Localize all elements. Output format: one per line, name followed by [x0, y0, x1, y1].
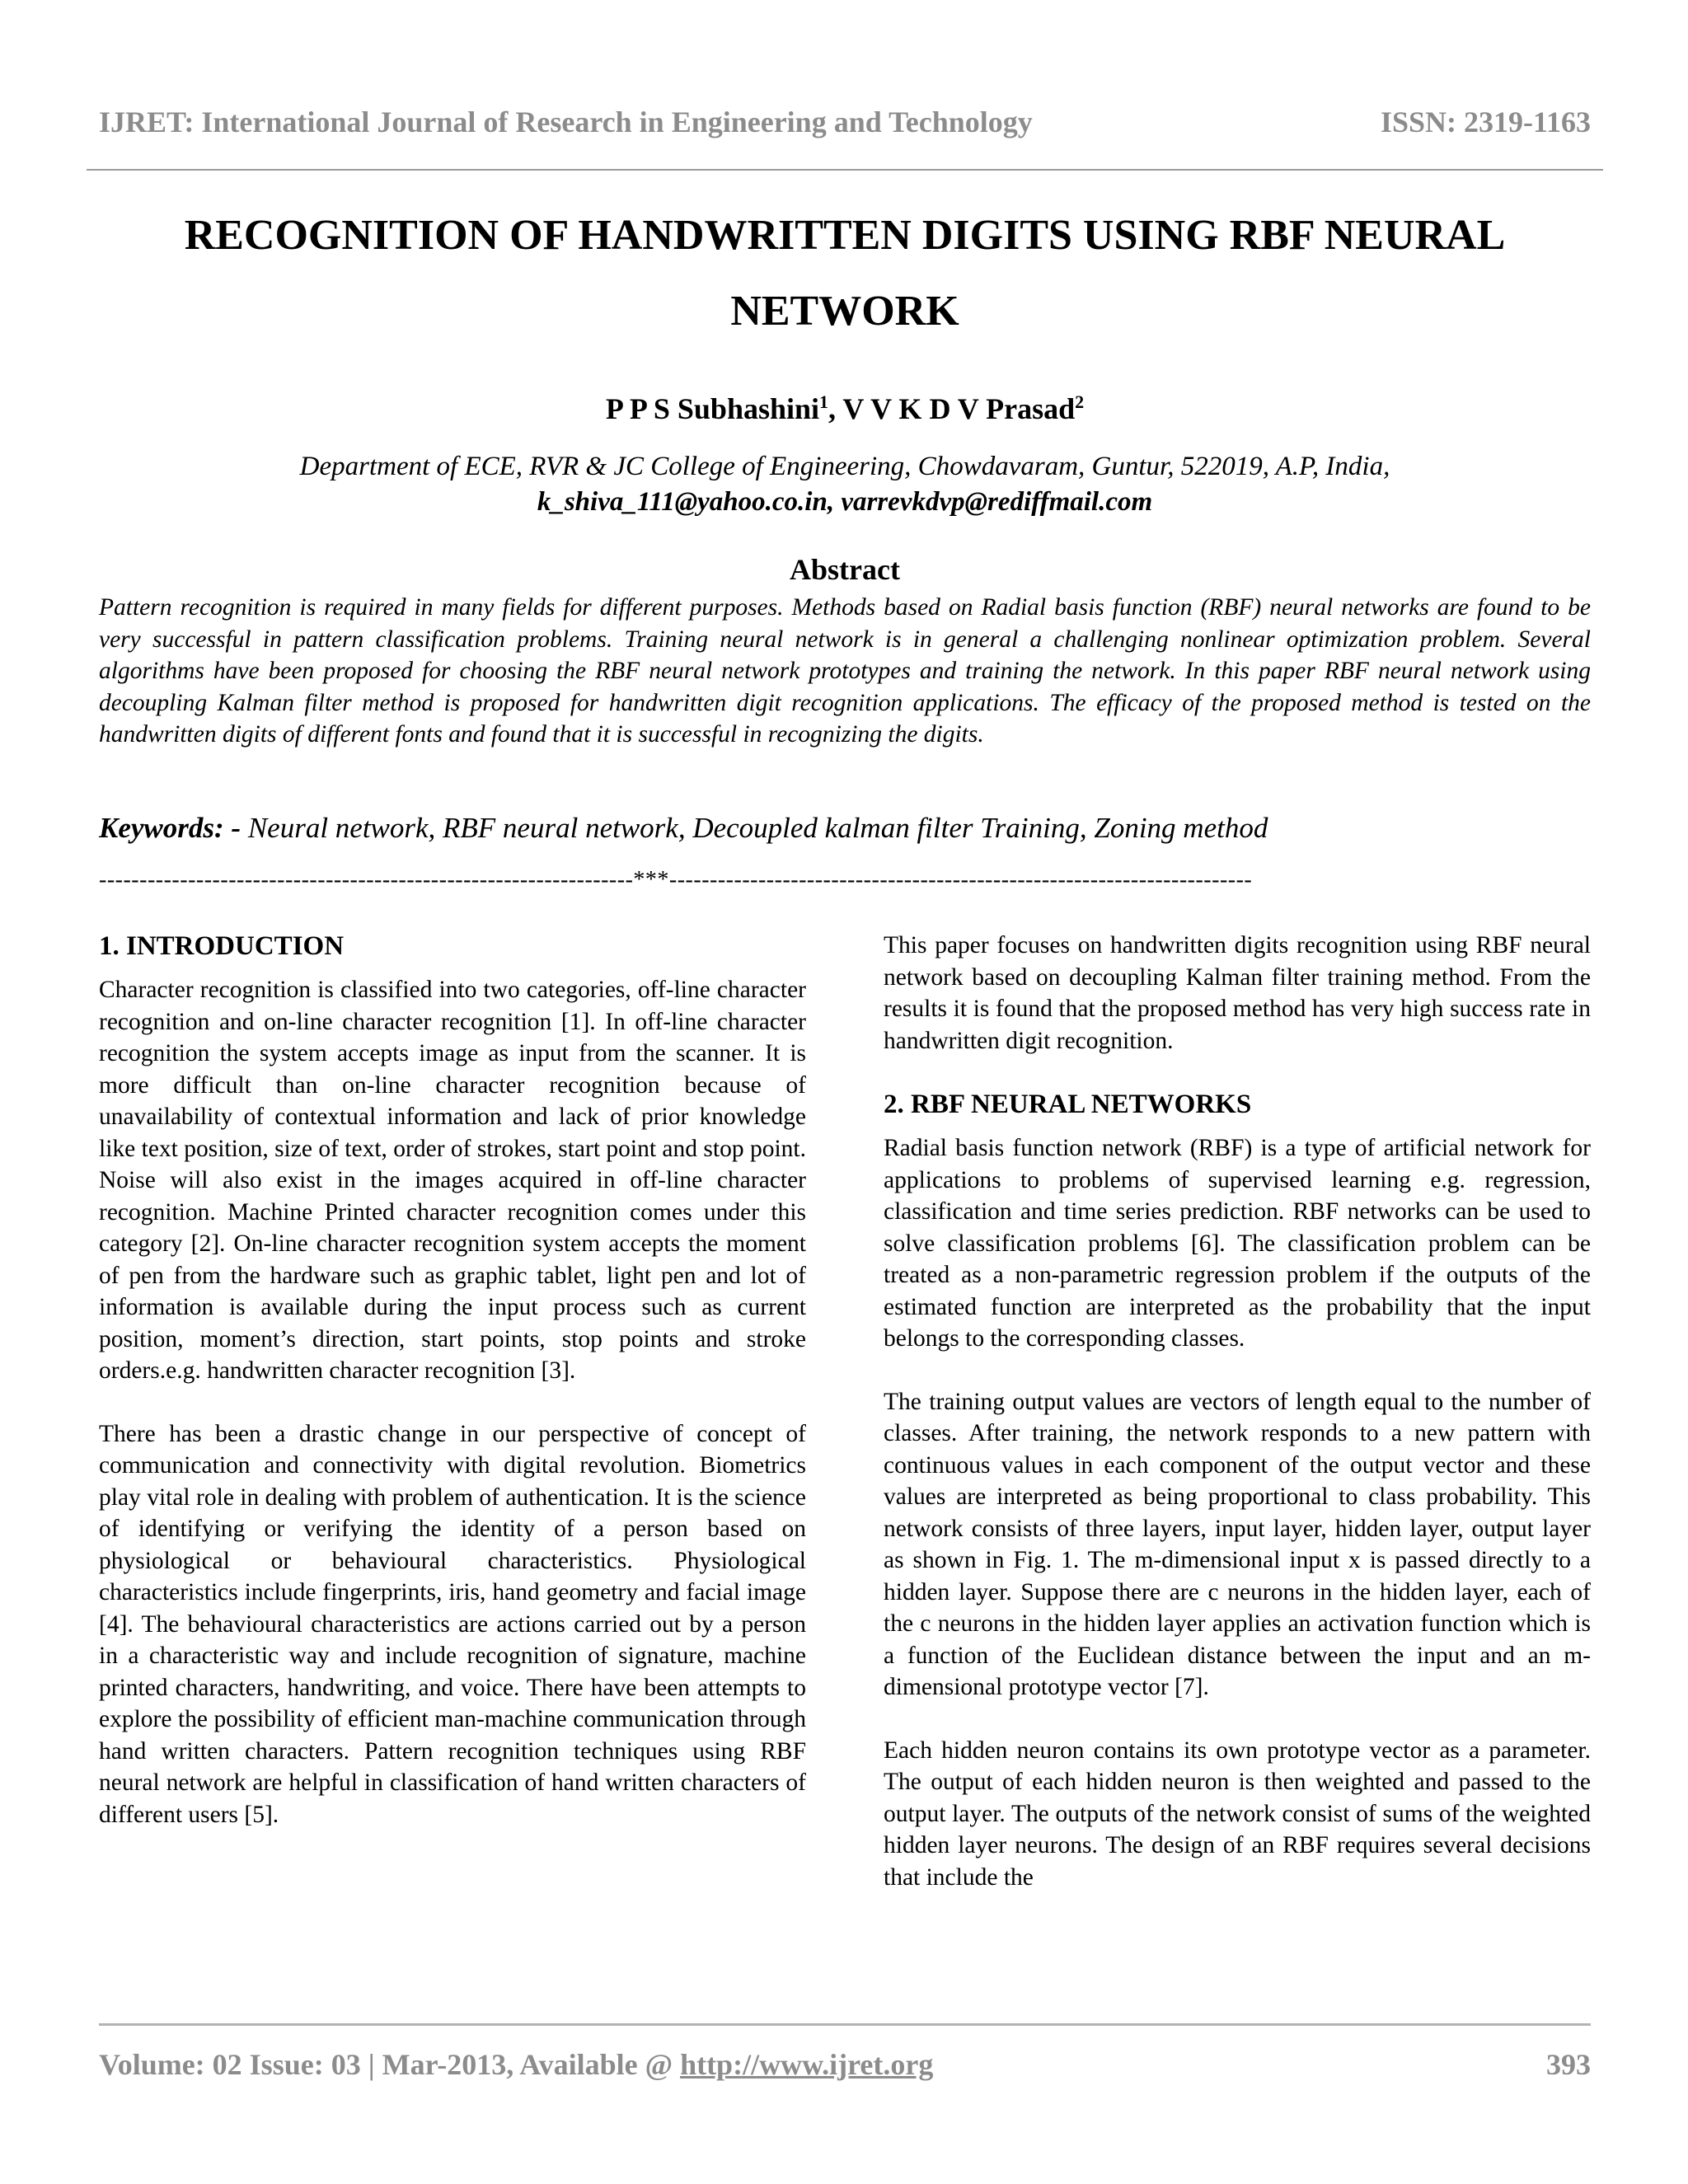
- section-heading-rbf: 2. RBF NEURAL NETWORKS: [884, 1090, 1252, 1119]
- running-footer: [99, 2044, 1591, 2085]
- paragraph: There has been a drastic change in our perspective of concept of communication and connectivity with digital revolution. Biometrics play vital role in dealing with problem of authentication. It is the science of identifying or verifying the identity of a person based on physiological or behavioural characteristics. Physiological characteristics include fingerprints, iris, hand geometry and facial image [4]. The behavioural characteristics are actions carried out by a person in a characteristic way and include recognition of signature, machine printed characters, handwriting, and voice. There have been attempts to explore the possibility of efficient man-machine communication through hand written characters. Pattern recognition techniques using RBF neural network are helpful in classification of hand written characters of different users [5].: [99, 1420, 806, 1828]
- journal-name: IJRET: International Journal of Research in Engineering and Technology: [99, 105, 1033, 138]
- paragraph: The training output values are vectors of length equal to the number of classes. After training, the network responds to a new pattern with continuous values in each component of the output vector and these values are interpreted as being proportional to class probability. This network consists of three layers, input layer, hidden layer, output layer as shown in Fig. 1. The m-dimensional input x is passed directly to a hidden layer. Suppose there are c neurons in the hidden layer, each of the c neurons in the hidden layer applies an activation function which is a function of the Euclidean distance between the input and an m-dimensional prototype vector [7].: [884, 1388, 1591, 1700]
- title-line-1: RECOGNITION OF HANDWRITTEN DIGITS USING RBF NEURAL: [184, 212, 1506, 259]
- abstract-heading: Abstract: [790, 553, 900, 586]
- issue-info: [99, 2047, 933, 2082]
- author-2: V V K D V Prasad: [842, 392, 1076, 425]
- author-list: [124, 391, 1566, 426]
- page-number: 393: [1546, 2048, 1591, 2081]
- paper-title: [124, 198, 1566, 349]
- right-column: [884, 930, 1591, 1924]
- keywords-text: Neural network, RBF neural network, Decoupled kalman filter Training, Zoning method: [241, 812, 1268, 844]
- author-1: P P S Subhashini: [605, 392, 820, 425]
- running-header: [99, 97, 1591, 147]
- paragraph: This paper focuses on handwritten digits recognition using RBF neural network based on decoupling Kalman filter training method. From the results it is found that the proposed method has very high success rate in handwritten digit recognition.: [884, 932, 1591, 1054]
- paragraph: Character recognition is classified into two categories, off-line character recognition and on-line character recognition [1]. In off-line character recognition the system accepts image as input from the scanner. It is more difficult than on-line character recognition because of unavailability of contextual information and lack of prior knowledge like text position, size of text, order of strokes, start point and stop point. Noise will also exist in the images acquired in off-line character recognition. Machine Printed character recognition comes under this category [2]. On-line character recognition system accepts the moment of pen from the hardware such as graphic tablet, light pen and lot of information is available during the input process such as current position, moment’s direction, start points, stop points and stroke orders.e.g. handwritten character recognition [3].: [99, 977, 806, 1384]
- author-separator: ,: [828, 392, 843, 425]
- header-rule: [87, 169, 1603, 171]
- volume-text: Volume: 02 Issue: 03 | Mar-2013, Available @: [99, 2048, 681, 2081]
- section-separator: ------------------------------------------------------------------***------------------------------------------------------------------------: [99, 867, 1253, 893]
- paragraph: Radial basis function network (RBF) is a type of artificial network for applications to problems of supervised learning e.g. regression, classification and time series prediction. RBF networks can be used to solve classification problems [6]. The classification problem can be treated as a non-parametric regression problem if the outputs of the estimated function are interpreted as the probability that the input belongs to the corresponding classes.: [884, 1135, 1591, 1352]
- abstract-text: Pattern recognition is required in many fields for different purposes. Methods based on Radial basis function (RBF) neural networks are found to be very successful in pattern classification problems. Training neural network is in general a challenging nonlinear optimization problem. Several algorithms have been proposed for choosing the RBF neural network prototypes and training the network. In this paper RBF neural network using decoupling Kalman filter method is proposed for handwritten digit recognition applications. The efficacy of the proposed method is tested on the handwritten digits of different fonts and found that it is successful in recognizing the digits.: [99, 594, 1591, 748]
- issn: ISSN: 2319-1163: [1380, 105, 1591, 138]
- keywords: [99, 812, 1591, 845]
- title-line-2: NETWORK: [730, 288, 959, 335]
- section-heading-introduction: 1. INTRODUCTION: [99, 931, 345, 961]
- paragraph: Each hidden neuron contains its own prototype vector as a parameter. The output of each hidden neuron is then weighted and passed to the output layer. The outputs of the network consist of sums of the weighted hidden layer neurons. The design of an RBF requires several decisions that include the: [884, 1736, 1591, 1891]
- department: Department of ECE, RVR & JC College of Engineering, Chowdavaram, Guntur, 522019, A.P, India,: [299, 452, 1390, 481]
- author-emails: k_shiva_111@yahoo.co.in, varrevkdvp@rediffmail.com: [537, 487, 1153, 517]
- author-1-affil-mark: 1: [819, 391, 829, 412]
- keywords-label: Keywords: -: [99, 812, 241, 844]
- footer-rule: [99, 2023, 1591, 2026]
- journal-link[interactable]: http://www.ijret.org: [680, 2048, 934, 2081]
- left-column: [99, 930, 806, 1862]
- affiliation: [124, 449, 1566, 520]
- author-2-affil-mark: 2: [1075, 391, 1085, 412]
